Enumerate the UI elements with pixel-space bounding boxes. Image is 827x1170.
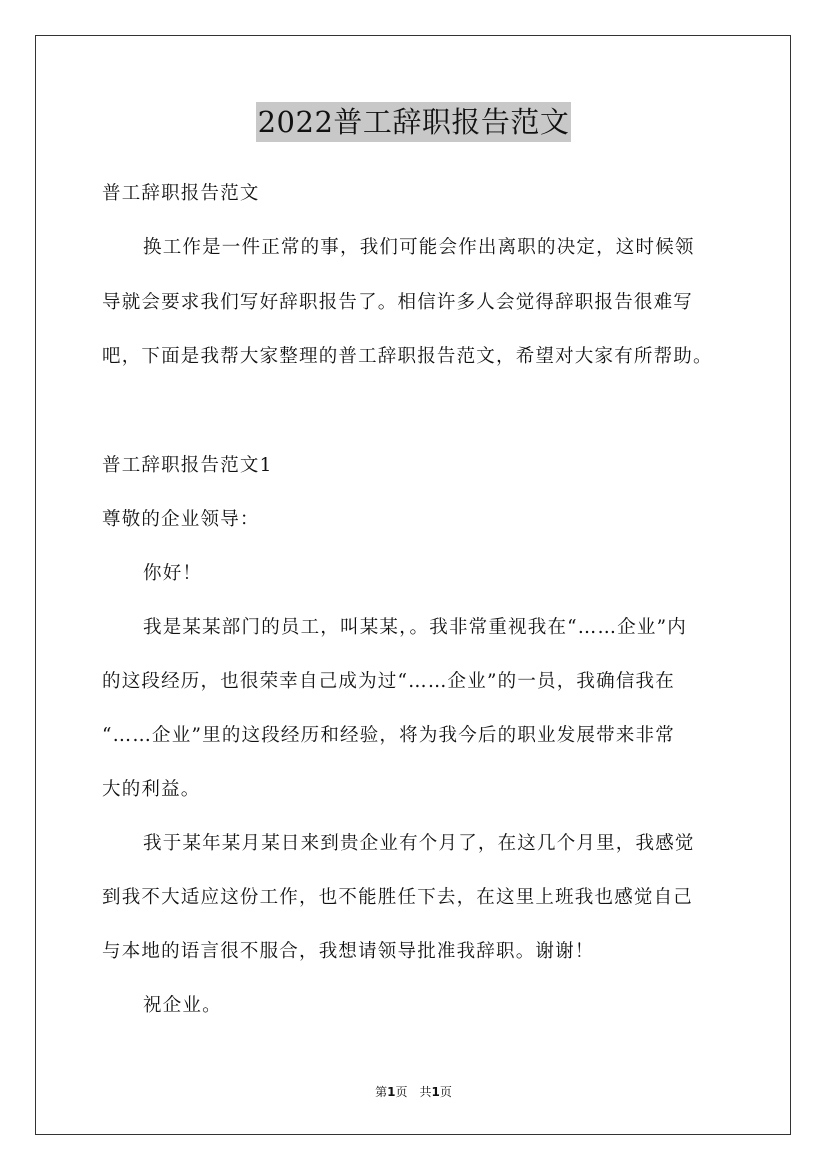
footer-suffix: 页 xyxy=(439,1085,452,1099)
page-footer xyxy=(0,1083,827,1100)
document-heading: 普工辞职报告范文 xyxy=(102,183,260,204)
closing: 祝企业。 xyxy=(143,995,222,1016)
salutation: 尊敬的企业领导： xyxy=(102,509,260,530)
paragraph-line: 我是某某部门的员工，叫某某，。我非常重视我在“……企业”内 xyxy=(143,617,687,638)
greeting: 你好！ xyxy=(143,563,203,584)
title-container xyxy=(0,102,827,142)
footer-mid: 页 共 xyxy=(395,1085,432,1099)
section-heading: 普工辞职报告范文1 xyxy=(102,455,273,476)
paragraph-line: 大的利益。 xyxy=(102,779,201,800)
paragraph-line: 到我不大适应这份工作，也不能胜任下去，在这里上班我也感觉自己 xyxy=(102,887,694,908)
paragraph-line: 与本地的语言很不服合，我想请领导批准我辞职。谢谢！ xyxy=(102,941,595,962)
intro-line: 换工作是一件正常的事，我们可能会作出离职的决定，这时候领 xyxy=(143,237,695,258)
paragraph-line: 的这段经历，也很荣幸自己成为过“……企业”的一员，我确信我在 xyxy=(102,671,675,692)
intro-line: 导就会要求我们写好辞职报告了。相信许多人会觉得辞职报告很难写 xyxy=(102,292,694,313)
paragraph-line: 我于某年某月某日来到贵企业有个月了，在这几个月里，我感觉 xyxy=(143,833,695,854)
footer-prefix: 第 xyxy=(375,1085,388,1099)
paragraph-line: “……企业”里的这段经历和经验，将为我今后的职业发展带来非常 xyxy=(102,725,675,746)
document-title: 2022普工辞职报告范文 xyxy=(256,102,572,142)
footer-total-pages: 1 xyxy=(431,1085,440,1099)
footer-page-number: 1 xyxy=(387,1085,396,1099)
intro-line: 吧，下面是我帮大家整理的普工辞职报告范文，希望对大家有所帮助。 xyxy=(102,346,713,367)
